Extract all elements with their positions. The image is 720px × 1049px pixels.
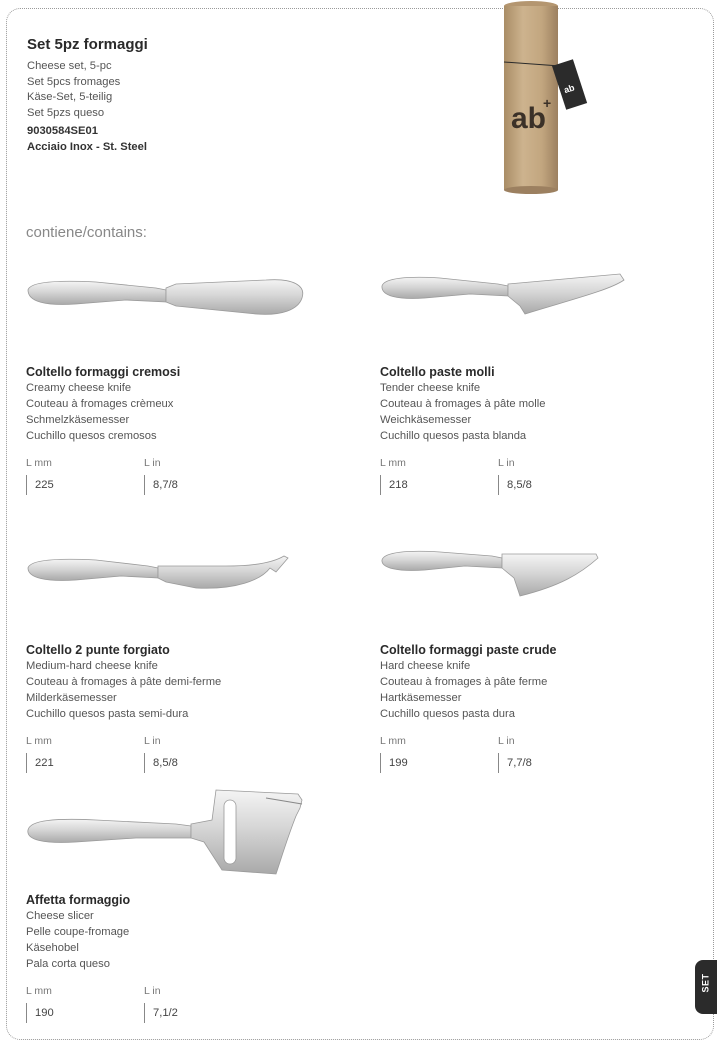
section-tab-label: SET	[700, 973, 711, 993]
product-desc-es: Pala corta queso	[26, 958, 110, 970]
brand-logo: ab	[511, 102, 547, 135]
dimensions	[380, 456, 700, 495]
length-in-label: L in	[498, 735, 515, 747]
product-card	[26, 544, 346, 773]
product-code: 9030584SE01	[27, 125, 98, 138]
length-mm-label: L mm	[26, 985, 52, 997]
svg-text:ab: ab	[562, 82, 576, 96]
subtitle-es: Set 5pzs queso	[27, 106, 105, 119]
product-name: Coltello formaggi paste crude	[380, 643, 557, 657]
product-image	[380, 266, 680, 336]
length-in-label: L in	[144, 457, 161, 469]
product-desc-es: Cuchillo quesos pasta dura	[380, 708, 515, 720]
length-in-label: L in	[498, 457, 515, 469]
length-mm-value: 190	[26, 1003, 144, 1023]
subtitle-en: Cheese set, 5-pc	[27, 60, 112, 72]
section-tab	[695, 960, 717, 1014]
product-desc-fr: Couteau à fromages à pâte molle	[380, 398, 546, 410]
dimensions	[26, 984, 346, 1023]
product-desc-de: Käsehobel	[26, 942, 79, 954]
product-name: Coltello formaggi cremosi	[26, 365, 181, 379]
cheese-slicer-image	[26, 786, 326, 882]
length-mm-label: L mm	[26, 735, 52, 747]
length-mm-label: L mm	[380, 457, 406, 469]
dimensions	[380, 734, 700, 773]
packaging-tube-image	[500, 0, 596, 196]
contains-label: contiene/contains:	[26, 224, 147, 241]
length-in-value: 7,1/2	[144, 1003, 262, 1023]
length-mm-label: L mm	[380, 735, 406, 747]
length-in-value: 8,5/8	[144, 753, 262, 773]
product-desc-es: Cuchillo quesos pasta semi-dura	[26, 708, 189, 720]
hard-cheese-knife-image	[380, 544, 680, 614]
product-desc-en: Cheese slicer	[26, 910, 94, 922]
svg-text:+: +	[543, 95, 552, 111]
product-desc-fr: Couteau à fromages à pâte ferme	[380, 676, 548, 688]
product-desc-en: Creamy cheese knife	[26, 382, 132, 394]
product-desc-de: Schmelzkäsemesser	[26, 414, 130, 426]
material: Acciaio Inox - St. Steel	[27, 141, 147, 154]
product-card	[380, 544, 700, 773]
length-in-value: 8,7/8	[144, 475, 262, 495]
product-image	[26, 786, 326, 882]
length-mm-label: L mm	[26, 457, 52, 469]
product-desc-fr: Couteau à fromages crèmeux	[26, 398, 174, 410]
length-mm-value: 225	[26, 475, 144, 495]
header	[27, 36, 148, 155]
product-card	[380, 266, 700, 495]
product-image	[26, 544, 326, 614]
product-card	[26, 786, 346, 1023]
dimensions	[26, 734, 346, 773]
length-in-value: 7,7/8	[498, 753, 616, 773]
product-name: Coltello 2 punte forgiato	[26, 643, 170, 657]
length-mm-value: 221	[26, 753, 144, 773]
two-prong-cheese-knife-image	[26, 544, 326, 614]
product-desc-fr: Couteau à fromages à pâte demi-ferme	[26, 676, 222, 688]
product-card	[26, 266, 346, 495]
product-desc-de: Hartkäsemesser	[380, 692, 462, 704]
product-desc-en: Medium-hard cheese knife	[26, 660, 158, 672]
length-mm-value: 199	[380, 753, 498, 773]
product-desc-fr: Pelle coupe-fromage	[26, 926, 130, 938]
product-desc-es: Cuchillo quesos cremosos	[26, 430, 157, 442]
creamy-cheese-knife-image	[26, 266, 326, 336]
product-desc-en: Tender cheese knife	[380, 382, 481, 394]
product-name: Coltello paste molli	[380, 365, 495, 379]
product-desc-de: Weichkäsemesser	[380, 414, 472, 426]
length-in-label: L in	[144, 735, 161, 747]
tender-cheese-knife-image	[380, 266, 680, 336]
page-title: Set 5pz formaggi	[27, 36, 148, 53]
subtitle-de: Käse-Set, 5-teilig	[27, 91, 113, 104]
dimensions	[26, 456, 346, 495]
length-in-label: L in	[144, 985, 161, 997]
length-in-value: 8,5/8	[498, 475, 616, 495]
product-image	[380, 544, 680, 614]
product-desc-en: Hard cheese knife	[380, 660, 471, 672]
product-name: Affetta formaggio	[26, 893, 131, 907]
product-desc-de: Milderkäsemesser	[26, 692, 117, 704]
subtitle-fr: Set 5pcs fromages	[27, 75, 121, 88]
product-image	[26, 266, 326, 336]
product-desc-es: Cuchillo quesos pasta blanda	[380, 430, 527, 442]
length-mm-value: 218	[380, 475, 498, 495]
